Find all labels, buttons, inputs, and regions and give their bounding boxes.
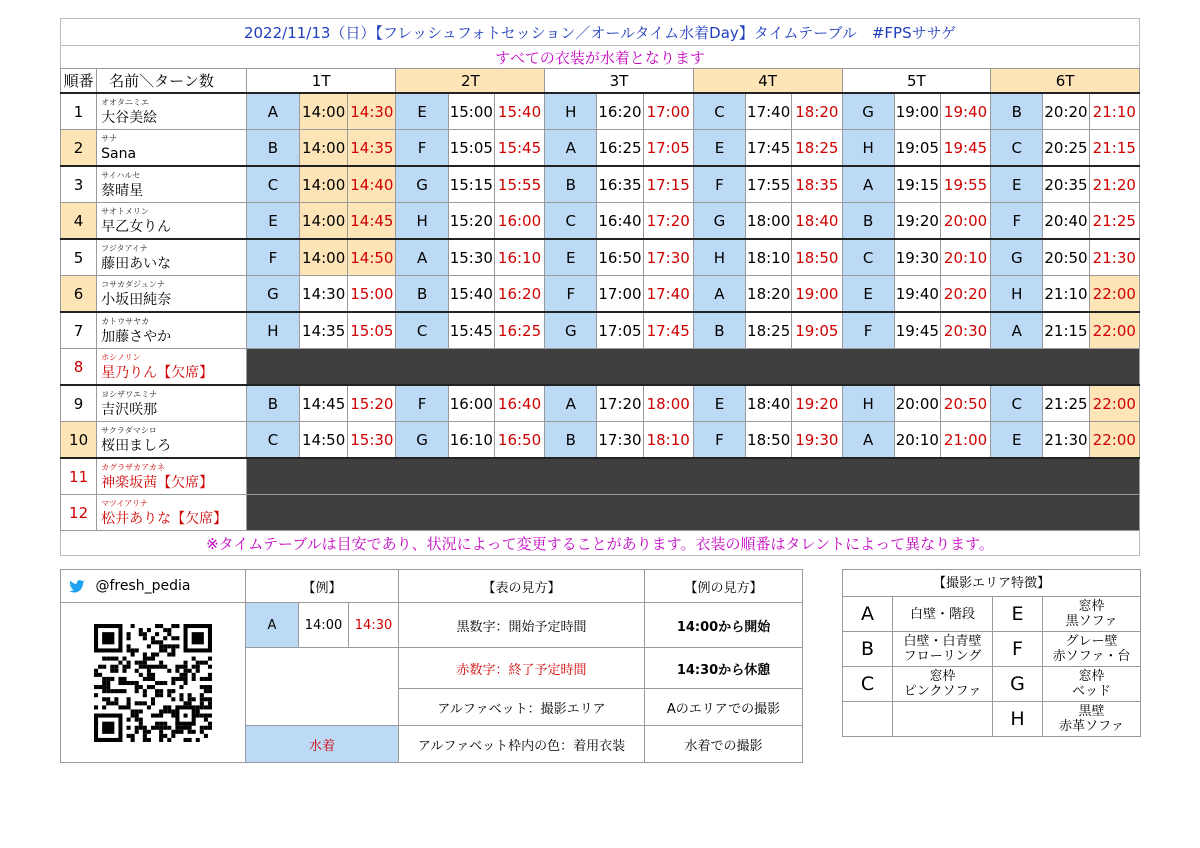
legend-section [60,569,1140,754]
shoot-area-letter: B [991,93,1043,130]
shoot-area-letter: B [842,203,894,240]
shoot-area-letter: F [396,385,448,422]
header-turn-2: 2T [396,69,545,94]
end-time: 21:10 [1089,93,1139,130]
end-time: 18:25 [792,130,842,167]
performer-name-cell [97,203,247,240]
shoot-area-letter: F [396,130,448,167]
start-time: 16:50 [597,239,643,276]
shoot-area-letter: C [545,203,597,240]
area-desc-line2: 赤ソファ・台 [1052,649,1131,664]
shoot-area-letter: C [693,93,745,130]
start-time: 16:25 [597,130,643,167]
example-empty [246,648,399,726]
end-time: 15:30 [348,422,396,459]
row-number: 6 [61,276,97,313]
performer-name: 小坂田純奈 [101,291,172,308]
end-time: 16:40 [494,385,544,422]
area-desc-line1: 窓枠 [1078,669,1105,684]
end-time: 20:50 [940,385,990,422]
performer-name-cell [97,166,247,203]
performer-name-cell [97,385,247,422]
area-feature-row [843,702,1141,737]
row-number: 9 [61,385,97,422]
start-time: 18:20 [746,276,792,313]
start-time: 14:35 [300,312,348,349]
howto-header: 【表の見方】 [399,570,645,603]
start-time: 21:25 [1043,385,1089,422]
end-time: 21:00 [940,422,990,459]
performer-kana: サナ [101,133,118,143]
howto-black-example: 14:00から開始 [645,603,803,648]
performer-kana: カトウサヤカ [101,316,150,326]
howto-alphabet-example: Aのエリアでの撮影 [645,689,803,726]
shoot-area-letter: C [842,239,894,276]
area-desc-line1: 窓枠 [929,669,956,684]
end-time: 16:20 [494,276,544,313]
shoot-area-letter: E [246,203,299,240]
start-time: 17:05 [597,312,643,349]
row-number: 2 [61,130,97,167]
start-time: 15:00 [448,93,494,130]
start-time: 19:05 [894,130,940,167]
start-time: 20:20 [1043,93,1089,130]
end-time: 18:10 [643,422,693,459]
end-time: 18:50 [792,239,842,276]
example-header: 【例】 [246,570,399,603]
start-time: 17:00 [597,276,643,313]
example-start-time: 14:00 [299,603,349,648]
end-time: 15:00 [348,276,396,313]
absent-block [246,495,1139,531]
performer-name-cell [97,93,247,130]
area-feature-row [843,597,1141,632]
shoot-area-letter: A [842,422,894,459]
performer-name: 大谷美絵 [101,109,158,126]
shoot-area-letter: B [545,166,597,203]
example-end-time: 14:30 [349,603,399,648]
end-time: 16:10 [494,239,544,276]
shoot-area-letter: E [991,422,1043,459]
end-time: 17:15 [643,166,693,203]
twitter-bird-icon [69,580,85,593]
area-features-table [842,569,1141,737]
table-row [61,130,1140,167]
area-desc-line2: フローリング [903,649,982,664]
timetable [60,68,1140,531]
area-desc-line1: グレー壁 [1065,634,1118,649]
end-time: 16:25 [494,312,544,349]
header-turn-4: 4T [693,69,842,94]
shoot-area-letter: E [991,166,1043,203]
start-time: 20:25 [1043,130,1089,167]
timetable-header-row [61,69,1140,94]
howto-costume-example: 水着での撮影 [645,726,803,763]
end-time: 22:00 [1089,312,1139,349]
performer-name: 松井ありな【欠席】 [101,510,228,527]
performer-name: 蔡晴星 [101,182,144,199]
start-time: 17:55 [746,166,792,203]
performer-name: 加藤さやか [101,328,172,345]
start-time: 18:50 [746,422,792,459]
shoot-area-letter: G [396,422,448,459]
header-turn-3: 3T [545,69,694,94]
start-time: 20:00 [894,385,940,422]
end-time: 19:55 [940,166,990,203]
header-turn-5: 5T [842,69,991,94]
start-time: 21:30 [1043,422,1089,459]
area-description [893,667,993,702]
shoot-area-letter: E [842,276,894,313]
shoot-area-letter: H [842,385,894,422]
area-letter: E [993,597,1043,632]
start-time: 17:30 [597,422,643,459]
performer-name-cell [97,130,247,167]
end-time: 17:00 [643,93,693,130]
table-row [61,312,1140,349]
shoot-area-letter: F [545,276,597,313]
start-time: 14:00 [300,93,348,130]
start-time: 17:40 [746,93,792,130]
header-name: 名前＼ターン数 [97,69,247,94]
performer-kana: サオトメリン [101,206,149,216]
end-time: 17:05 [643,130,693,167]
area-feature-row [843,632,1141,667]
area-letter: B [843,632,893,667]
end-time: 22:00 [1089,276,1139,313]
qr-code-cell [61,603,246,763]
performer-name-cell [97,422,247,459]
shoot-area-letter: A [545,130,597,167]
end-time: 19:30 [792,422,842,459]
area-letter: H [993,702,1043,737]
table-row [61,349,1140,386]
shoot-area-letter: H [693,239,745,276]
start-time: 16:10 [448,422,494,459]
end-time: 20:00 [940,203,990,240]
end-time: 22:00 [1089,422,1139,459]
shoot-area-letter: G [545,312,597,349]
table-row [61,166,1140,203]
start-time: 14:00 [300,130,348,167]
area-desc-line1: 白壁・白青壁 [903,634,982,649]
table-row [61,458,1140,495]
shoot-area-letter: A [991,312,1043,349]
area-letter: C [843,667,893,702]
shoot-area-letter: F [842,312,894,349]
performer-kana: マツイアリナ [101,498,148,508]
shoot-area-letter: F [991,203,1043,240]
performer-name-cell [97,239,247,276]
end-time: 15:05 [348,312,396,349]
start-time: 20:10 [894,422,940,459]
timetable-sheet [60,18,1140,556]
area-desc-line2: 黒ソファ [1065,614,1118,629]
area-description [893,597,993,632]
performer-kana: フジタアイナ [101,243,148,253]
end-time: 19:05 [792,312,842,349]
costume-notice: すべての衣装が水着となります [60,45,1140,68]
area-description [1043,632,1141,667]
end-time: 17:40 [643,276,693,313]
start-time: 16:20 [597,93,643,130]
shoot-area-letter: B [246,130,299,167]
performer-name-cell [97,495,247,531]
start-time: 14:45 [300,385,348,422]
area-letter: A [843,597,893,632]
end-time: 14:40 [348,166,396,203]
end-time: 18:40 [792,203,842,240]
start-time: 18:40 [746,385,792,422]
header-order: 順番 [61,69,97,94]
end-time: 19:45 [940,130,990,167]
end-time: 19:20 [792,385,842,422]
shoot-area-letter: C [246,422,299,459]
start-time: 15:40 [448,276,494,313]
area-description [1043,667,1141,702]
performer-kana: サイハルセ [101,170,141,180]
start-time: 20:40 [1043,203,1089,240]
area-desc-line1: 黒壁 [1078,704,1105,719]
start-time: 19:20 [894,203,940,240]
shoot-area-letter: E [545,239,597,276]
absent-block [246,349,1139,386]
start-time: 21:10 [1043,276,1089,313]
start-time: 17:20 [597,385,643,422]
end-time: 14:35 [348,130,396,167]
end-time: 20:20 [940,276,990,313]
performer-kana: ホシノリン [101,352,141,362]
shoot-area-letter: C [246,166,299,203]
end-time: 17:45 [643,312,693,349]
area-desc-line2: 赤革ソファ [1059,719,1124,734]
performer-name-cell [97,276,247,313]
header-turn-6: 6T [991,69,1140,94]
row-number: 8 [61,349,97,386]
start-time: 16:35 [597,166,643,203]
start-time: 19:30 [894,239,940,276]
shoot-area-letter: G [842,93,894,130]
shoot-area-letter: H [842,130,894,167]
start-time: 14:00 [300,239,348,276]
shoot-area-letter: C [991,385,1043,422]
table-row [61,93,1140,130]
twitter-handle-cell [61,570,246,603]
end-time: 19:40 [940,93,990,130]
end-time: 15:40 [494,93,544,130]
start-time: 18:00 [746,203,792,240]
end-time: 14:30 [348,93,396,130]
area-desc-line2: ピンクソファ [903,684,982,699]
start-time: 16:00 [448,385,494,422]
start-time: 15:05 [448,130,494,167]
performer-name: Sana [101,145,137,162]
table-row [61,239,1140,276]
end-time: 14:50 [348,239,396,276]
performer-kana: ヨシザワエミナ [101,389,158,399]
shoot-area-letter: H [991,276,1043,313]
end-time: 17:30 [643,239,693,276]
start-time: 20:50 [1043,239,1089,276]
area-description [1043,702,1141,737]
end-time: 17:20 [643,203,693,240]
row-number: 1 [61,93,97,130]
howto-black-number: 黒数字：開始予定時間 [399,603,645,648]
shoot-area-letter: B [246,385,299,422]
footer-note: ※タイムテーブルは目安であり、状況によって変更することがあります。衣装の順番はタレントによって異なります。 [60,531,1140,556]
end-time: 16:00 [494,203,544,240]
shoot-area-letter: A [545,385,597,422]
shoot-area-letter: E [396,93,448,130]
end-time: 18:35 [792,166,842,203]
area-desc-line1: 窓枠 [1078,599,1105,614]
start-time: 15:20 [448,203,494,240]
shoot-area-letter: H [246,312,299,349]
start-time: 14:00 [300,166,348,203]
table-row [61,276,1140,313]
start-time: 15:15 [448,166,494,203]
shoot-area-letter: A [396,239,448,276]
area-feature-row [843,667,1141,702]
row-number: 10 [61,422,97,459]
start-time: 14:50 [300,422,348,459]
end-time: 18:00 [643,385,693,422]
end-time: 15:55 [494,166,544,203]
shoot-area-letter: H [396,203,448,240]
row-number: 5 [61,239,97,276]
end-time: 15:45 [494,130,544,167]
performer-name-cell [97,458,247,495]
end-time: 21:30 [1089,239,1139,276]
table-row [61,495,1140,531]
start-time: 20:35 [1043,166,1089,203]
start-time: 16:40 [597,203,643,240]
row-number: 11 [61,458,97,495]
start-time: 14:00 [300,203,348,240]
table-row [61,385,1140,422]
end-time: 21:20 [1089,166,1139,203]
start-time: 15:45 [448,312,494,349]
end-time: 21:25 [1089,203,1139,240]
start-time: 17:45 [746,130,792,167]
performer-kana: サクラダマシロ [101,425,157,435]
shoot-area-letter: G [991,239,1043,276]
area-letter: G [993,667,1043,702]
shoot-area-letter: G [693,203,745,240]
start-time: 18:10 [746,239,792,276]
performer-name: 早乙女りん [101,218,172,235]
shoot-area-letter: C [396,312,448,349]
shoot-area-letter: F [246,239,299,276]
performer-name-cell [97,312,247,349]
end-time: 20:10 [940,239,990,276]
end-time: 16:50 [494,422,544,459]
legend-table [60,569,803,763]
costume-swimsuit-label: 水着 [246,726,399,763]
performer-kana: カグラザカアカネ [101,462,165,472]
row-number: 4 [61,203,97,240]
shoot-area-letter: B [396,276,448,313]
shoot-area-letter: B [693,312,745,349]
row-number: 7 [61,312,97,349]
shoot-area-letter: C [991,130,1043,167]
shoot-area-letter: A [246,93,299,130]
end-time: 19:00 [792,276,842,313]
shoot-area-letter: A [693,276,745,313]
end-time: 22:00 [1089,385,1139,422]
page-title: 2022/11/13（日）【フレッシュフォトセッション／オールタイム水着Day】タイムテーブル #FPSササゲ [60,18,1140,45]
shoot-area-letter: A [842,166,894,203]
area-desc-line1: 白壁・階段 [909,606,975,622]
performer-name: 星乃りん【欠席】 [101,364,214,381]
end-time: 18:20 [792,93,842,130]
performer-name-cell [97,349,247,386]
performer-name: 吉沢咲那 [101,401,158,418]
area-description [893,702,993,737]
area-letter [843,702,893,737]
end-time: 20:30 [940,312,990,349]
start-time: 19:15 [894,166,940,203]
shoot-area-letter: G [396,166,448,203]
howto-red-example: 14:30から休憩 [645,648,803,689]
start-time: 19:40 [894,276,940,313]
example-area-letter: A [246,603,299,648]
howto-costume-color: アルファベット枠内の色：着用衣装 [399,726,645,763]
end-time: 15:20 [348,385,396,422]
shoot-area-letter: E [693,130,745,167]
start-time: 19:45 [894,312,940,349]
absent-block [246,458,1139,495]
performer-name: 藤田あいな [101,255,172,272]
end-time: 14:45 [348,203,396,240]
howto-alphabet: アルファベット：撮影エリア [399,689,645,726]
header-turn-1: 1T [246,69,396,94]
performer-name: 桜田ましろ [101,437,172,454]
end-time: 21:15 [1089,130,1139,167]
shoot-area-letter: E [693,385,745,422]
table-row [61,422,1140,459]
area-letter: F [993,632,1043,667]
start-time: 15:30 [448,239,494,276]
qr-code-icon[interactable] [94,624,212,742]
performer-kana: オオタニミエ [101,97,149,107]
shoot-area-letter: H [545,93,597,130]
shoot-area-letter: G [246,276,299,313]
shoot-area-letter: F [693,166,745,203]
shoot-area-letter: B [545,422,597,459]
example-howto-header: 【例の見方】 [645,570,803,603]
performer-name: 神楽坂茜【欠席】 [101,474,214,491]
area-desc-line2: ベッド [1072,684,1112,699]
row-number: 12 [61,495,97,531]
row-number: 3 [61,166,97,203]
area-description [893,632,993,667]
howto-red-number: 赤数字：終了予定時間 [399,648,645,689]
table-row [61,203,1140,240]
area-description [1043,597,1141,632]
area-features-header: 【撮影エリア特徴】 [843,570,1141,597]
shoot-area-letter: F [693,422,745,459]
start-time: 21:15 [1043,312,1089,349]
start-time: 18:25 [746,312,792,349]
start-time: 14:30 [300,276,348,313]
start-time: 19:00 [894,93,940,130]
twitter-handle[interactable]: @fresh_pedia [95,578,191,594]
performer-kana: コサカダジュンナ [101,279,165,289]
